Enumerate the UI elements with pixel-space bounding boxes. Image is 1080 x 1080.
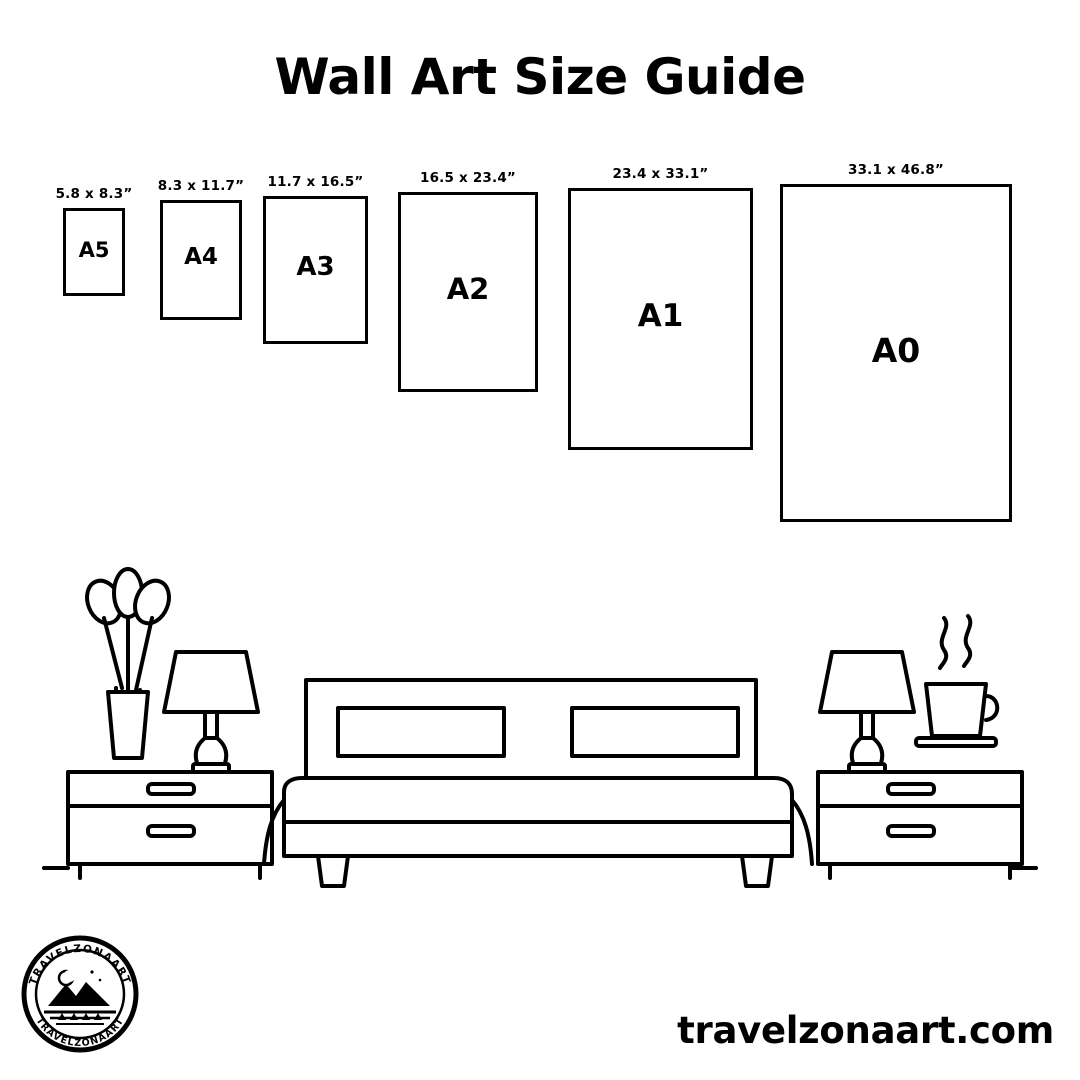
size-name-label: A0	[871, 330, 921, 370]
size-dimensions-label: 16.5 x 23.4”	[420, 170, 516, 186]
size-name-label: A2	[446, 272, 490, 307]
size-dimensions-label: 5.8 x 8.3”	[55, 186, 133, 202]
size-dimensions-label: 23.4 x 33.1”	[612, 166, 709, 182]
size-chart	[0, 160, 1080, 600]
size-dimensions-label: 11.7 x 16.5”	[267, 174, 364, 190]
coffee-cup	[916, 616, 997, 746]
size-item	[398, 160, 554, 412]
page-title: Wall Art Size Guide	[274, 48, 806, 106]
bedroom-scene	[0, 560, 1080, 920]
plant-vase	[81, 569, 175, 758]
right-lamp	[820, 652, 914, 772]
size-name-label: A5	[78, 237, 110, 262]
logo-text-top: TRAVELZONAART	[27, 942, 133, 987]
left-lamp	[164, 652, 258, 772]
bed	[264, 680, 812, 886]
size-name-label: A4	[184, 244, 218, 271]
svg-text:TRAVELZONAART	[33, 1016, 126, 1050]
size-item	[157, 160, 258, 340]
logo-text-bottom: TRAVELZONAART	[33, 1015, 127, 1050]
size-name-label: A1	[637, 297, 684, 334]
size-dimensions-label: 33.1 x 46.8”	[848, 162, 944, 178]
size-name-label: A3	[296, 252, 335, 283]
website-url: travelzonaart.com	[677, 1009, 1054, 1052]
size-item	[780, 160, 1028, 542]
brand-logo	[14, 928, 146, 1060]
size-item	[263, 160, 384, 364]
left-nightstand	[68, 772, 272, 878]
size-item	[568, 160, 769, 470]
size-dimensions-label: 8.3 x 11.7”	[157, 178, 245, 194]
logo-mountain-moon-icon	[44, 970, 116, 1024]
right-nightstand	[818, 772, 1022, 878]
size-item	[55, 160, 141, 316]
